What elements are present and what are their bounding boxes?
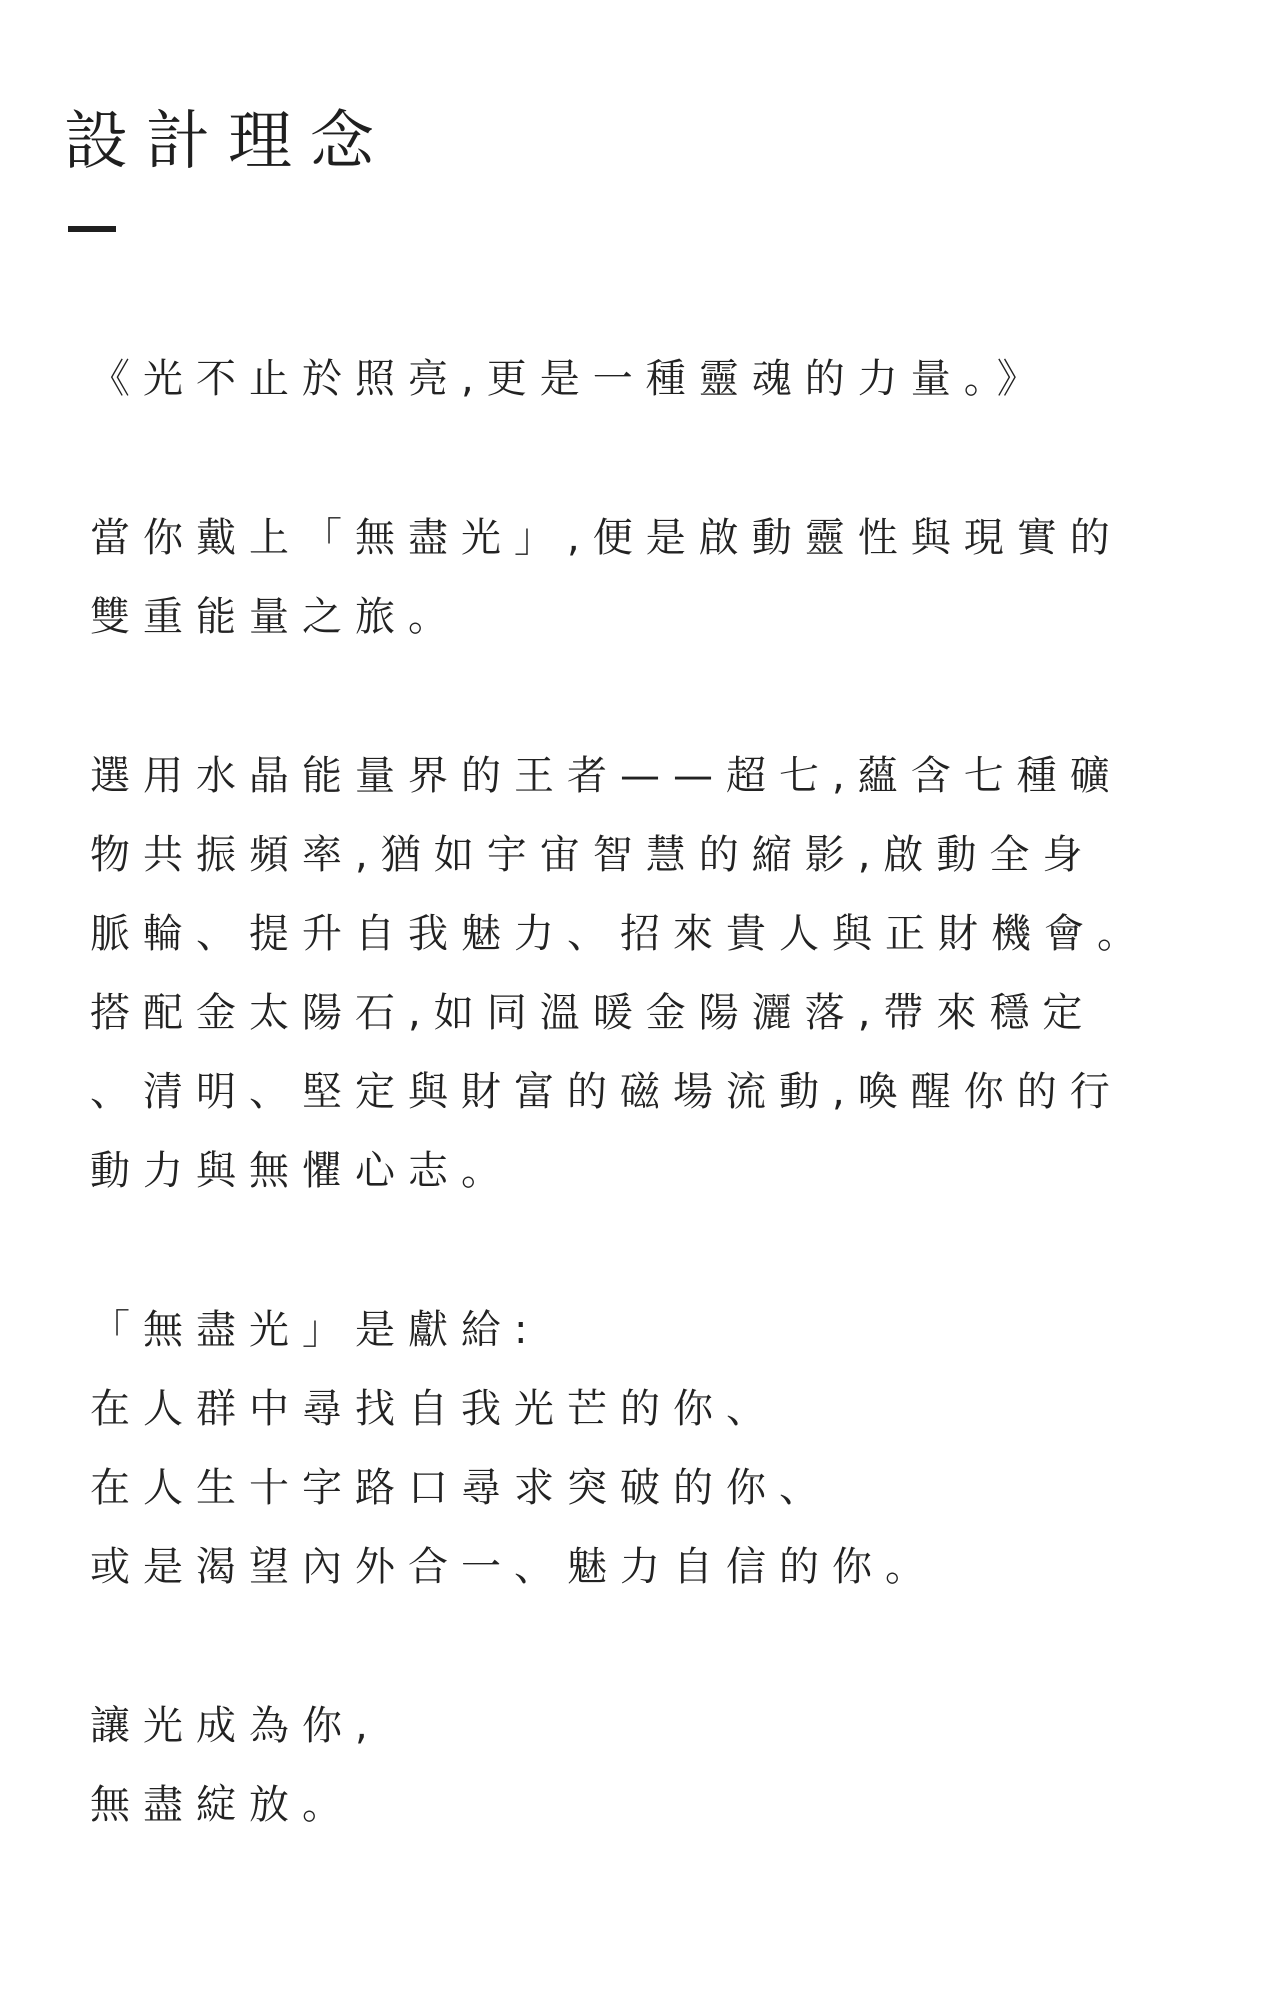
intro-line: 雙重能量之旅。 xyxy=(90,594,461,640)
page-title: 設計理念 xyxy=(64,105,392,179)
body-text xyxy=(90,340,1210,1845)
title-underline-divider xyxy=(68,226,116,232)
dedication-line: 或是渴望內外合一、魅力自信的你。 xyxy=(90,1544,938,1590)
quote-paragraph xyxy=(90,340,1210,419)
description-line: 物共振頻率,猶如宇宙智慧的縮影,啟動全身 xyxy=(90,832,1096,878)
closing-line: 無盡綻放。 xyxy=(90,1782,355,1828)
closing-line: 讓光成為你, xyxy=(90,1703,381,1749)
quote-line: 《光不止於照亮,更是一種靈魂的力量。》 xyxy=(90,356,1050,402)
closing-paragraph xyxy=(90,1687,1210,1845)
description-line: 、清明、堅定與財富的磁場流動,喚醒你的行 xyxy=(90,1069,1123,1115)
intro-line: 當你戴上「無盡光」,便是啟動靈性與現實的 xyxy=(90,515,1123,561)
dedication-line: 「無盡光」是獻給: xyxy=(90,1307,541,1353)
description-line: 選用水晶能量界的王者——超七,蘊含七種礦 xyxy=(90,753,1123,799)
description-paragraph xyxy=(90,737,1210,1211)
description-line: 脈輪、提升自我魅力、招來貴人與正財機會。 xyxy=(90,911,1150,957)
dedication-line: 在人生十字路口尋求突破的你、 xyxy=(90,1465,832,1511)
dedication-paragraph xyxy=(90,1291,1210,1607)
dedication-line: 在人群中尋找自我光芒的你、 xyxy=(90,1386,779,1432)
description-line: 搭配金太陽石,如同溫暖金陽灑落,帶來穩定 xyxy=(90,990,1096,1036)
intro-paragraph xyxy=(90,499,1210,657)
description-line: 動力與無懼心志。 xyxy=(90,1148,514,1194)
